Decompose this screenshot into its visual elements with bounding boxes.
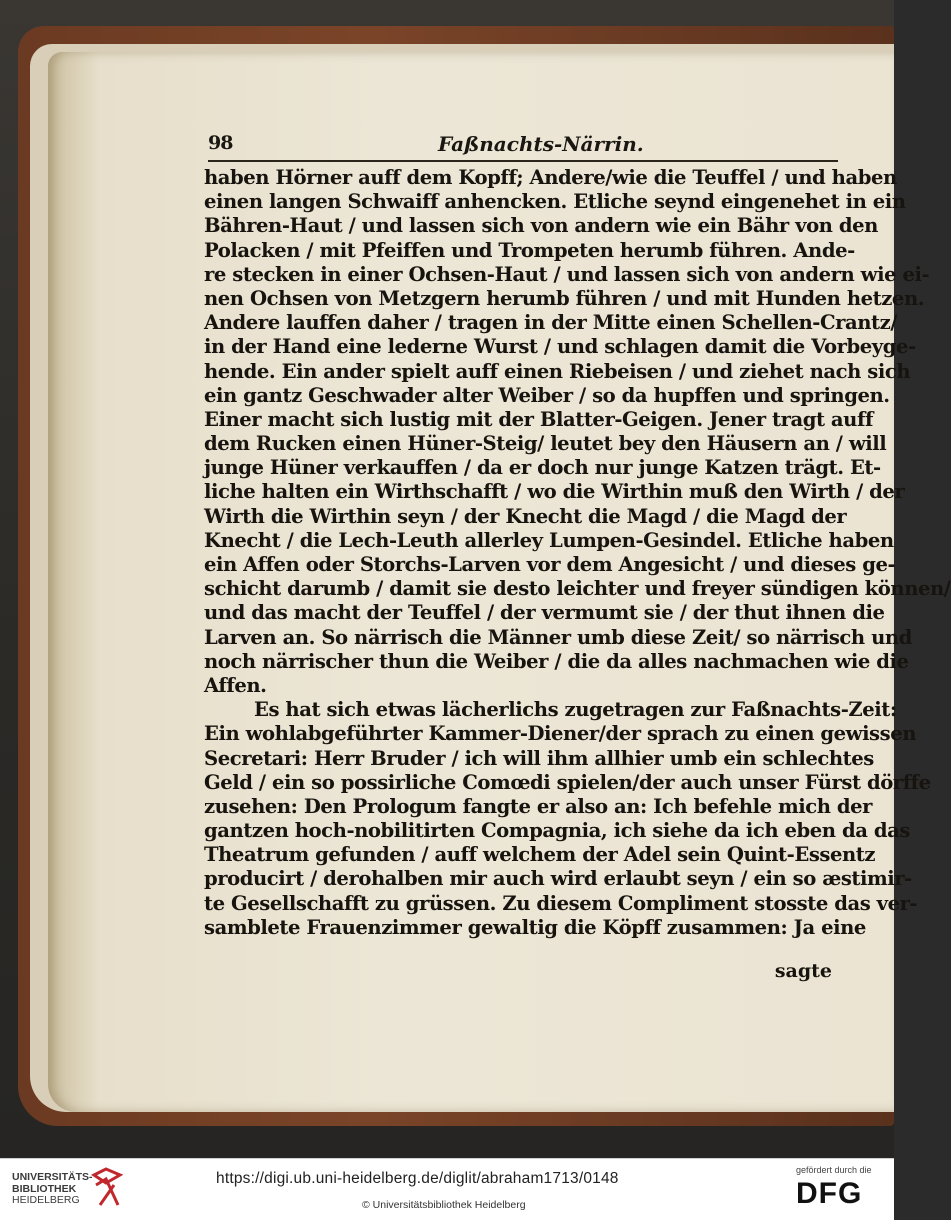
page-number: 98 [208, 132, 233, 154]
text-line: einen langen Schwaiff anhencken. Etliche seynd eingenehet in ein [204, 190, 906, 214]
text-line: Theatrum gefunden / auff welchem der Adel sein Quint-Essentz [204, 843, 876, 867]
text-line: dem Rucken einen Hüner-Steig/ leutet bey den Häusern an / will [204, 432, 887, 456]
library-name-line1: UNIVERSITÄTS- [12, 1171, 93, 1183]
text-line: producirt / derohalben mir auch wird erlaubt seyn / ein so æstimir- [204, 867, 912, 891]
text-line: schicht darumb / damit sie desto leichter und freyer sündigen können/ [204, 577, 951, 601]
library-logo-text[interactable] [12, 1172, 93, 1207]
text-line: in der Hand eine lederne Wurst / und schlagen damit die Vorbeyge- [204, 335, 916, 359]
text-line: Secretari: Herr Bruder / ich will ihm allhier umb ein schlechtes [204, 746, 874, 770]
text-line: Es hat sich etwas lächerlichs zugetragen zur Faßnachts-Zeit: [254, 698, 897, 722]
text-line: Larven an. So närrisch die Männer umb diese Zeit/ so närrisch und [204, 625, 912, 649]
text-line: Einer macht sich lustig mit der Blatter-Geigen. Jener tragt auff [204, 407, 873, 431]
text-line: ein gantz Geschwader alter Weiber / so da hupffen und springen. [204, 383, 890, 407]
copyright-notice: © Universitätsbibliothek Heidelberg [362, 1199, 526, 1211]
text-line: Polacken / mit Pfeiffen und Trompeten herumb führen. Ande- [204, 238, 855, 262]
text-line: junge Hüner verkauffen / da er doch nur junge Katzen trägt. Et- [204, 456, 881, 480]
document-url-link[interactable]: https://digi.ub.uni-heidelberg.de/diglit/abraham1713/0148 [216, 1170, 619, 1187]
text-line: Andere lauffen daher / tragen in der Mitte einen Schellen-Crantz/ [204, 311, 898, 335]
page-header [208, 132, 838, 166]
text-line: re stecken in einer Ochsen-Haut / und lassen sich von andern wie ei- [204, 262, 930, 286]
text-line: Bähren-Haut / und lassen sich von andern wie ein Bähr von den [204, 214, 878, 238]
text-line: Wirth die Wirthin seyn / der Knecht die Magd / die Magd der [204, 504, 847, 528]
text-line: Geld / ein so possirliche Comœdi spielen/der auch unser Fürst dörffe [204, 770, 931, 794]
catchword: sagte [774, 960, 832, 982]
text-line: gantzen hoch-nobilitirten Compagnia, ich siehe da ich eben da das [204, 819, 910, 843]
library-name-line2: BIBLIOTHEK [12, 1182, 77, 1195]
header-rule [208, 160, 838, 162]
text-line: hende. Ein ander spielt auff einen Riebeisen / und ziehet nach sich [204, 359, 911, 383]
text-line: zusehen: Den Prologum fangte er also an: Ich befehle mich der [204, 794, 873, 818]
dfg-logo[interactable]: DFG [796, 1177, 863, 1210]
library-name-line3: HEIDELBERG [12, 1194, 80, 1206]
text-line: Affen. [204, 673, 267, 697]
footer-bar [0, 1158, 894, 1220]
text-line: ein Affen oder Storchs-Larven vor dem Angesicht / und dieses ge- [204, 553, 896, 576]
page-text [204, 166, 951, 940]
funding-label: gefördert durch die [796, 1165, 872, 1175]
text-line: und das macht der Teuffel / der vermumt sie / der thut ihnen die [204, 601, 885, 625]
text-line: nen Ochsen von Metzgern herumb führen / und mit Hunden hetzen. [204, 286, 925, 310]
text-line: Knecht / die Lech-Leuth allerley Lumpen-Gesindel. Etliche haben [204, 528, 894, 552]
text-line: liche halten ein Wirthschafft / wo die Wirthin muß den Wirth / der [204, 480, 905, 504]
text-line: noch närrischer thun die Weiber / die da alles nachmachen wie die [204, 649, 909, 673]
text-line: samblete Frauenzimmer gewaltig die Köpff zusammen: Ja eine [204, 915, 866, 939]
text-line: haben Hörner auff dem Kopff; Andere/wie die Teuffel / und haben [204, 166, 897, 189]
text-line: Ein wohlabgeführter Kammer-Diener/der sprach zu einen gewissen [204, 722, 917, 746]
library-logo-icon [90, 1165, 124, 1209]
text-line: te Gesellschafft zu grüssen. Zu diesem Compliment stosste das ver- [204, 891, 918, 915]
running-title: Faßnachts-Närrin. [438, 132, 644, 156]
